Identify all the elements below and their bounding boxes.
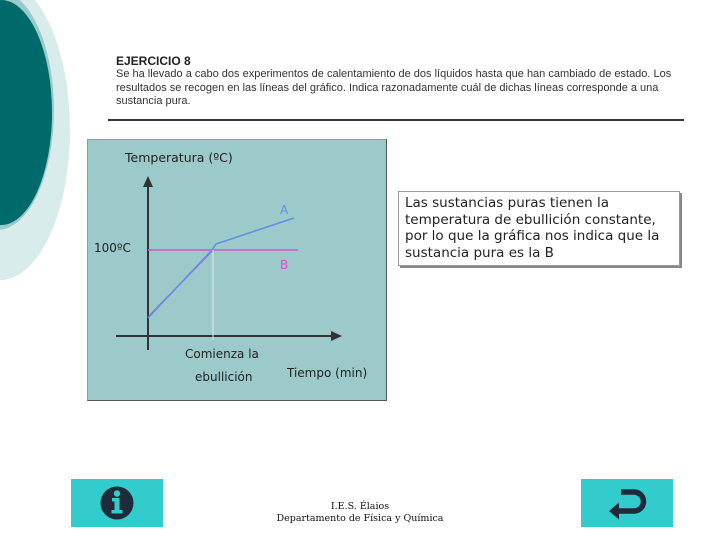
answer-textbox xyxy=(398,191,680,266)
line-a xyxy=(148,218,294,318)
reference-temperature-label: 100ºC xyxy=(94,241,131,255)
footer xyxy=(260,501,460,525)
exercise-statement: Se ha llevado a cabo dos experimentos de calentamiento de dos líquidos hasta que han cambiado de estado. Los resultados se recogen en las líneas del gráfico. Indica razonadamente cuál de dichas líneas corresponde a una sustancia pura. xyxy=(116,68,672,107)
boiling-start-label-line1: Comienza la xyxy=(185,347,259,361)
y-axis-arrowhead xyxy=(143,176,153,187)
info-button[interactable] xyxy=(71,479,163,527)
y-axis-label: Temperatura (ºC) xyxy=(125,150,233,165)
info-icon xyxy=(71,479,163,527)
x-axis-label: Tiempo (min) xyxy=(287,366,368,380)
footer-department: Departamento de Física y Química xyxy=(276,513,444,524)
answer-text: Las sustancias puras tienen la temperatura de ebullición constante, por lo que la gráfica nos indica que la sustancia pura es la B xyxy=(405,195,660,261)
heating-curve-diagram xyxy=(87,139,387,401)
boiling-start-label-line2: ebullición xyxy=(195,370,253,384)
footer-school: I.E.S. Élaios xyxy=(330,501,390,512)
line-a-label: A xyxy=(280,203,289,217)
line-b-label: B xyxy=(280,258,289,272)
exercise-title: EJERCICIO 8 xyxy=(116,54,191,68)
x-axis-arrowhead xyxy=(331,331,342,341)
header-divider xyxy=(108,119,684,121)
return-arrow-icon xyxy=(581,479,673,527)
return-button[interactable] xyxy=(581,479,673,527)
